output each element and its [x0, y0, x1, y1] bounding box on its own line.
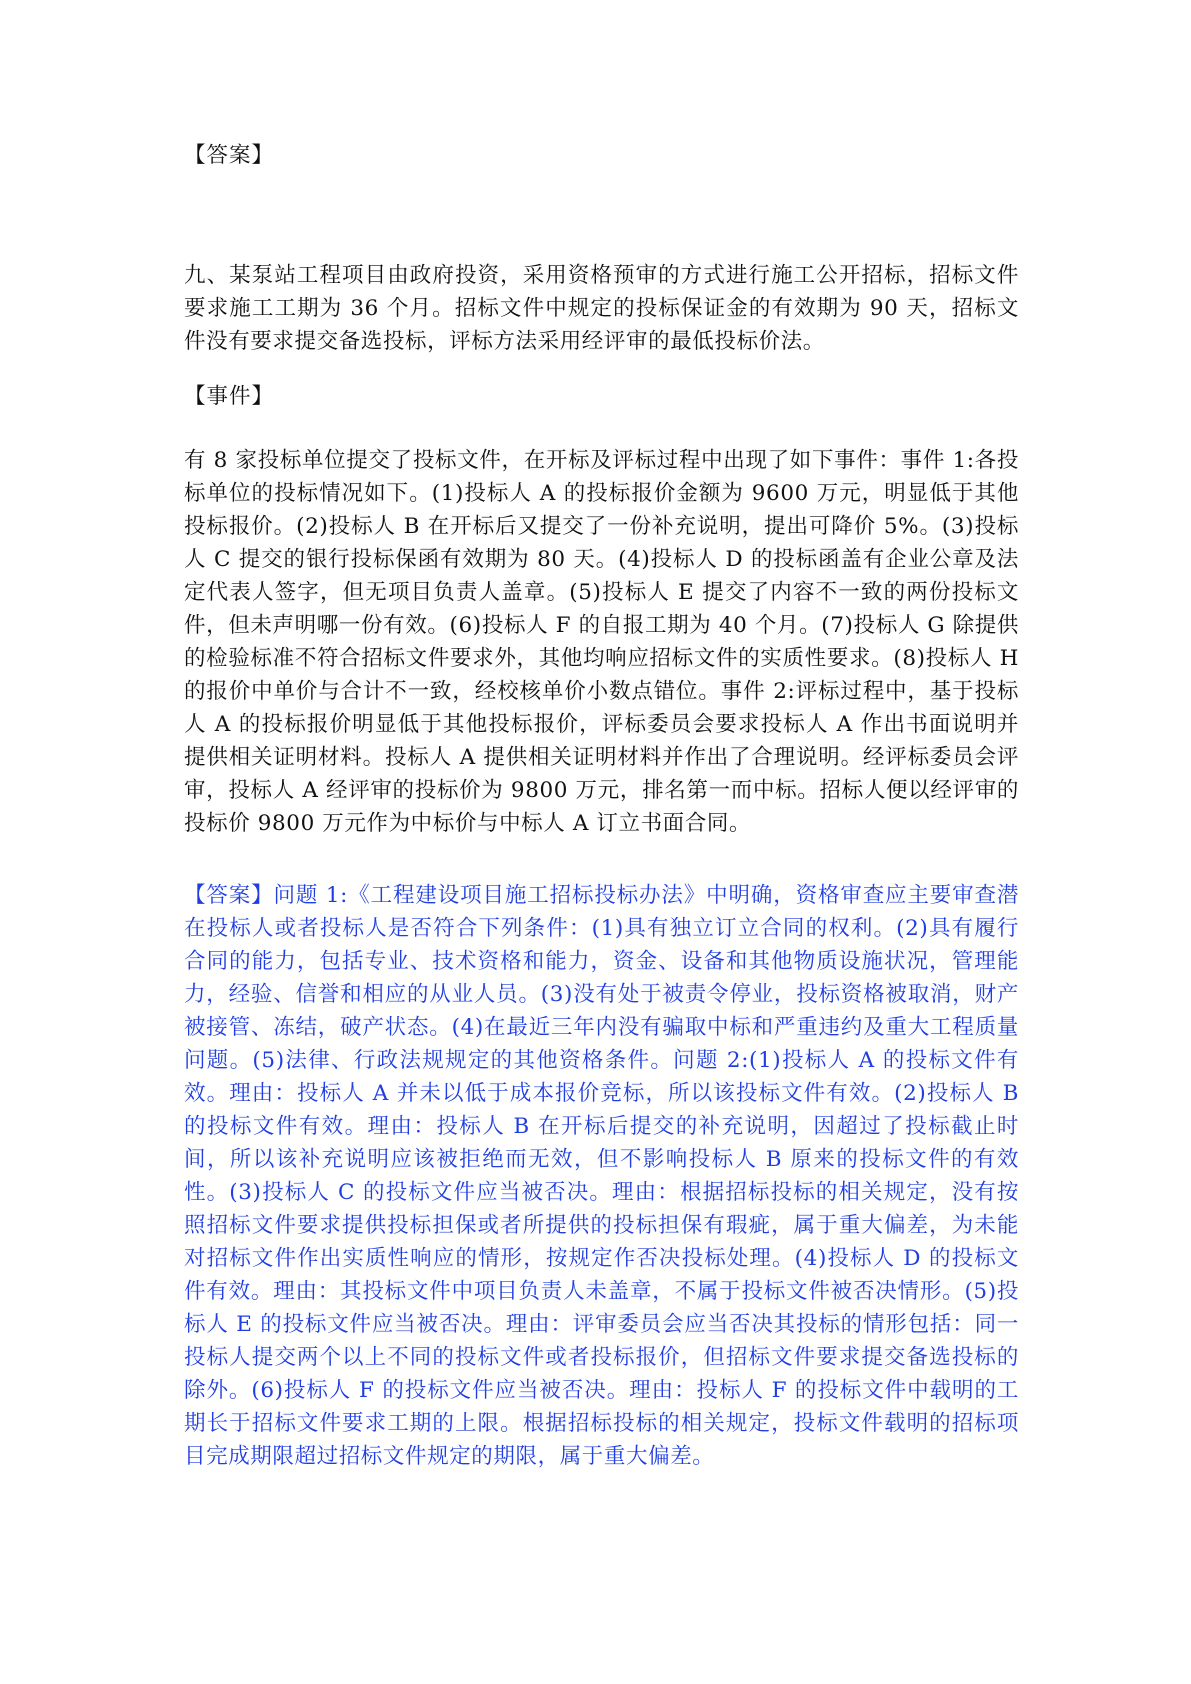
events-heading: 【事件】 [184, 384, 275, 409]
question-paragraph: 九、某泵站工程项目由政府投资，采用资格预审的方式进行施工公开招标，招标文件要求施工工期为 36 个月。招标文件中规定的投标保证金的有效期为 90 天，招标文件没有要求提交备选投标，评标方法采用经评审的最低投标价法。 [184, 263, 1019, 354]
events-paragraph: 有 8 家投标单位提交了投标文件，在开标及评标过程中出现了如下事件：事件 1:各投标单位的投标情况如下。(1)投标人 A 的投标报价金额为 9600 万元，明显低于其他投标报价。(2)投标人 B 在开标后又提交了一份补充说明，提出可降价 5%。(3)投标人 C 提交的银行投标保函有效期为 80 天。(4)投标人 D 的投标函盖有企业公章及法定代表人签字，但无项目负责人盖章。(5)投标人 E 提交了内容不一致的两份投标文件，但未声明哪一份有效。(6)投标人 F 的自报工期为 40 个月。(7)投标人 G 除提供的检验标准不符合招标文件要求外，其他均响应招标文件的实质性要求。(8)投标人 H 的报价中单价与合计不一致，经校核单价小数点错位。事件 2:评标过程中，基于投标人 A 的投标报价明显低于其他投标报价，评标委员会要求投标人 A 作出书面说明并提供相关证明材料。投标人 A 提供相关证明材料并作出了合理说明。经评标委员会评审，投标人 A 经评审的投标价为 9800 万元，排名第一而中标。招标人便以经评审的投标价 9800 万元作为中标价与中标人 A 订立书面合同。 [184, 448, 1019, 836]
answer-heading: 【答案】 [184, 143, 275, 168]
answer-paragraph: 【答案】问题 1:《工程建设项目施工招标投标办法》中明确，资格审查应主要审查潜在投标人或者投标人是否符合下列条件：(1)具有独立订立合同的权利。(2)具有履行合同的能力，包括专业、技术资格和能力，资金、设备和其他物质设施状况，管理能力，经验、信誉和相应的从业人员。(3)没有处于被责令停业，投标资格被取消，财产被接管、冻结，破产状态。(4)在最近三年内没有骗取中标和严重违约及重大工程质量问题。(5)法律、行政法规规定的其他资格条件。问题 2:(1)投标人 A 的投标文件有效。理由：投标人 A 并未以低于成本报价竞标，所以该投标文件有效。(2)投标人 B 的投标文件有效。理由：投标人 B 在开标后提交的补充说明，因超过了投标截止时间，所以该补充说明应该被拒绝而无效，但不影响投标人 B 原来的投标文件的有效性。(3)投标人 C 的投标文件应当被否决。理由：根据招标投标的相关规定，没有按照招标文件要求提供投标担保或者所提供的投标担保有瑕疵，属于重大偏差，为未能对招标文件作出实质性响应的情形，按规定作否决投标处理。(4)投标人 D 的投标文件有效。理由：其投标文件中项目负责人未盖章，不属于投标文件被否决情形。(5)投标人 E 的投标文件应当被否决。理由：评审委员会应当否决其投标的情形包括：同一投标人提交两个以上不同的投标文件或者投标报价，但招标文件要求提交备选投标的除外。(6)投标人 F 的投标文件应当被否决。理由：投标人 F 的投标文件中载明的工期长于招标文件要求工期的上限。根据招标投标的相关规定，投标文件载明的招标项目完成期限超过招标文件规定的期限，属于重大偏差。 [184, 883, 1019, 1469]
